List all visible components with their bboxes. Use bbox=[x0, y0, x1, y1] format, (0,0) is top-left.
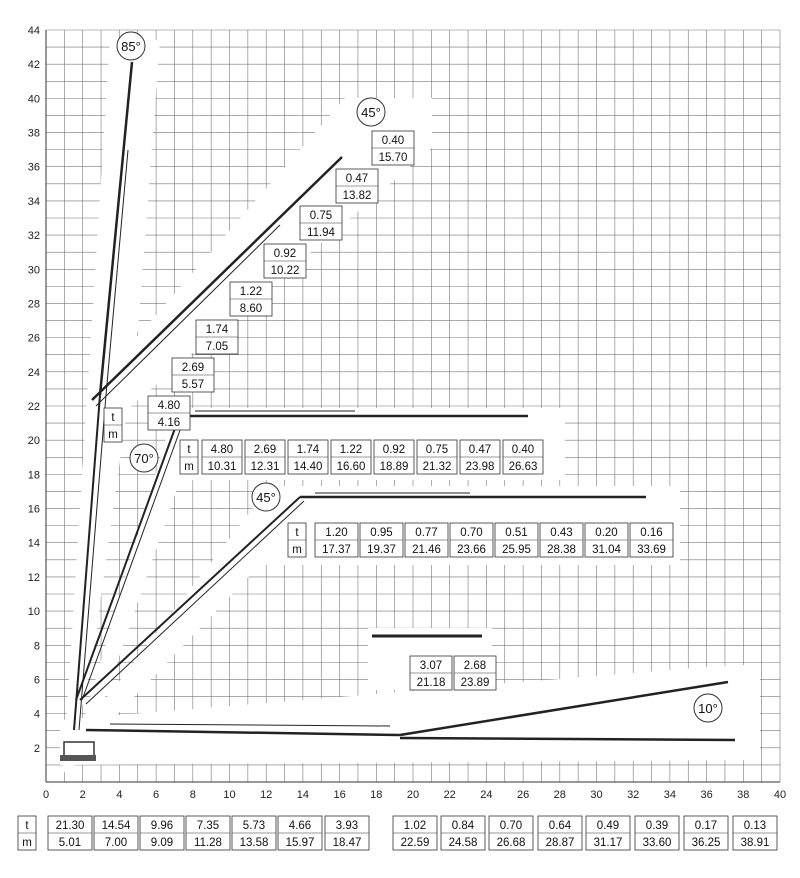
load-value-t: 0.16 bbox=[640, 527, 663, 539]
radius-value-m: 13.82 bbox=[342, 190, 372, 202]
radius-value-m: 16.60 bbox=[336, 461, 366, 473]
radius-value-m: 31.17 bbox=[593, 837, 623, 849]
y-tick-label: 8 bbox=[33, 640, 40, 653]
x-tick-label: 30 bbox=[590, 789, 603, 801]
load-value-t: 4.66 bbox=[288, 820, 312, 832]
load-value-t: 0.13 bbox=[743, 820, 767, 832]
load-value-t: 4.80 bbox=[210, 444, 234, 456]
x-tick-label: 38 bbox=[737, 789, 750, 801]
load-value-t: 2.69 bbox=[253, 444, 277, 456]
radius-value-m: 15.97 bbox=[285, 837, 315, 849]
load-box bbox=[196, 320, 238, 354]
radius-value-m: 28.38 bbox=[547, 544, 576, 556]
load-value-t: 0.40 bbox=[381, 135, 405, 147]
load-box bbox=[586, 816, 630, 850]
load-box bbox=[278, 816, 322, 850]
y-tick-label: 36 bbox=[27, 161, 40, 174]
load-value-t: 0.77 bbox=[415, 527, 438, 539]
radius-value-m: 10.22 bbox=[270, 265, 300, 277]
radius-value-m: 36.25 bbox=[691, 837, 721, 849]
angle-45-mid-label bbox=[252, 483, 280, 511]
radius-value-m: 38.91 bbox=[740, 837, 770, 849]
y-tick-label: 10 bbox=[27, 606, 40, 619]
load-value-t: 4.80 bbox=[157, 400, 181, 412]
load-box bbox=[336, 169, 378, 203]
load-box bbox=[635, 816, 679, 850]
radius-value-m: 23.89 bbox=[460, 677, 490, 689]
x-tick-label: 26 bbox=[516, 789, 530, 801]
y-tick-label: 30 bbox=[27, 264, 40, 277]
x-tick-label: 36 bbox=[700, 789, 713, 801]
load-box bbox=[372, 131, 414, 165]
load-value-t: 0.47 bbox=[345, 173, 369, 185]
load-box bbox=[503, 440, 543, 474]
radius-value-m: 11.28 bbox=[194, 837, 222, 849]
load-box bbox=[393, 816, 437, 850]
load-value-t: 0.64 bbox=[548, 820, 572, 832]
load-box bbox=[94, 816, 138, 850]
y-tick-label: 12 bbox=[27, 571, 40, 584]
y-tick-label: 44 bbox=[27, 25, 40, 37]
radius-value-m: 25.95 bbox=[502, 544, 531, 556]
load-box bbox=[264, 244, 306, 278]
unit-header bbox=[18, 816, 36, 850]
unit-header bbox=[104, 408, 122, 442]
load-value-t: 0.17 bbox=[694, 820, 718, 832]
load-box bbox=[325, 816, 369, 850]
x-tick-label: 32 bbox=[627, 789, 640, 801]
radius-value-m: 33.69 bbox=[637, 544, 666, 556]
load-box bbox=[172, 358, 214, 392]
load-value-t: 0.20 bbox=[595, 527, 618, 539]
load-box bbox=[148, 396, 190, 430]
load-box bbox=[331, 440, 371, 474]
radius-value-m: 33.60 bbox=[642, 837, 672, 849]
load-value-t: 0.92 bbox=[273, 248, 297, 260]
load-box bbox=[538, 816, 582, 850]
unit-t-label: t bbox=[111, 412, 115, 424]
radius-value-m: 9.09 bbox=[150, 837, 174, 849]
unit-header bbox=[180, 440, 198, 474]
load-value-t: 1.74 bbox=[205, 324, 229, 336]
load-box bbox=[630, 523, 673, 557]
x-tick-label: 22 bbox=[443, 789, 456, 801]
radius-value-m: 11.94 bbox=[307, 227, 335, 239]
y-tick-label: 40 bbox=[27, 93, 40, 106]
x-tick-label: 2 bbox=[79, 789, 86, 801]
load-box bbox=[245, 440, 285, 474]
load-box bbox=[360, 523, 403, 557]
unit-m-label: m bbox=[108, 429, 118, 441]
unit-t-label: t bbox=[25, 820, 29, 832]
y-tick-label: 4 bbox=[33, 708, 40, 721]
radius-value-m: 28.87 bbox=[545, 837, 575, 849]
load-value-t: 0.39 bbox=[645, 820, 669, 832]
load-value-t: 0.70 bbox=[460, 527, 483, 539]
load-value-t: 0.47 bbox=[468, 444, 492, 456]
radius-value-m: 21.32 bbox=[422, 461, 452, 473]
unit-header bbox=[288, 523, 306, 557]
load-box bbox=[684, 816, 728, 850]
load-box bbox=[315, 523, 358, 557]
radius-value-m: 23.66 bbox=[457, 544, 486, 556]
load-value-t: 1.20 bbox=[325, 527, 348, 539]
x-tick-label: 8 bbox=[189, 789, 196, 801]
load-value-t: 21.30 bbox=[55, 820, 85, 832]
load-value-t: 0.43 bbox=[550, 527, 573, 539]
radius-value-m: 7.00 bbox=[104, 837, 128, 849]
x-tick-label: 40 bbox=[773, 789, 787, 801]
load-box bbox=[489, 816, 533, 850]
y-tick-label: 22 bbox=[27, 401, 40, 413]
load-box bbox=[232, 816, 276, 850]
angle-10-label bbox=[694, 694, 722, 722]
radius-value-m: 23.98 bbox=[465, 461, 495, 473]
y-tick-label: 32 bbox=[27, 230, 40, 243]
y-tick-label: 26 bbox=[27, 332, 40, 345]
load-value-t: 5.73 bbox=[242, 820, 266, 832]
svg-text:85°: 85° bbox=[121, 39, 141, 54]
y-tick-label: 38 bbox=[27, 127, 40, 140]
svg-text:70°: 70° bbox=[134, 451, 154, 466]
load-value-t: 9.96 bbox=[150, 820, 174, 832]
x-tick-label: 4 bbox=[116, 789, 123, 801]
radius-value-m: 31.04 bbox=[592, 544, 621, 556]
radius-value-m: 5.01 bbox=[58, 837, 82, 849]
x-tick-label: 16 bbox=[333, 789, 346, 801]
load-value-t: 7.35 bbox=[196, 820, 220, 832]
radius-value-m: 13.58 bbox=[239, 837, 269, 849]
angle-85-label bbox=[117, 32, 145, 60]
radius-value-m: 26.63 bbox=[508, 461, 538, 473]
radius-value-m: 12.31 bbox=[250, 461, 280, 473]
svg-text:45°: 45° bbox=[361, 105, 381, 120]
radius-value-m: 18.47 bbox=[332, 837, 362, 849]
radius-value-m: 24.58 bbox=[448, 837, 478, 849]
radius-value-m: 10.31 bbox=[207, 461, 237, 473]
svg-text:10°: 10° bbox=[698, 701, 718, 716]
load-value-t: 2.69 bbox=[181, 362, 205, 374]
unit-m-label: m bbox=[184, 461, 194, 473]
load-value-t: 2.68 bbox=[463, 660, 487, 672]
angle-70-label bbox=[130, 444, 158, 472]
radius-value-m: 8.60 bbox=[239, 303, 263, 315]
load-value-t: 0.84 bbox=[451, 820, 475, 832]
radius-value-m: 21.18 bbox=[416, 677, 446, 689]
unit-m-label: m bbox=[22, 837, 32, 849]
load-value-t: 1.74 bbox=[296, 444, 320, 456]
load-value-t: 0.95 bbox=[370, 527, 393, 539]
load-value-t: 1.02 bbox=[403, 820, 427, 832]
load-value-t: 3.93 bbox=[335, 820, 359, 832]
angle-45-top-label bbox=[357, 98, 385, 126]
unit-t-label: t bbox=[187, 444, 191, 456]
x-tick-label: 18 bbox=[370, 789, 383, 801]
radius-value-m: 7.05 bbox=[205, 341, 229, 353]
y-tick-label: 20 bbox=[27, 435, 40, 448]
load-box bbox=[140, 816, 184, 850]
load-box bbox=[48, 816, 92, 850]
load-box bbox=[202, 440, 242, 474]
y-tick-label: 42 bbox=[27, 59, 40, 72]
x-tick-label: 20 bbox=[406, 789, 420, 801]
x-tick-label: 12 bbox=[260, 789, 273, 801]
load-value-t: 0.75 bbox=[425, 444, 449, 456]
radius-value-m: 15.70 bbox=[378, 152, 408, 164]
load-value-t: 0.92 bbox=[382, 444, 406, 456]
load-box bbox=[495, 523, 538, 557]
load-box bbox=[300, 206, 342, 240]
load-box bbox=[288, 440, 328, 474]
load-box bbox=[540, 523, 583, 557]
load-value-t: 3.07 bbox=[419, 660, 443, 672]
x-tick-label: 34 bbox=[663, 789, 677, 801]
y-tick-label: 6 bbox=[33, 674, 40, 687]
y-tick-label: 14 bbox=[27, 537, 40, 550]
y-tick-label: 24 bbox=[27, 366, 40, 379]
y-tick-label: 16 bbox=[27, 503, 40, 516]
load-value-t: 0.75 bbox=[309, 210, 333, 222]
load-value-t: 0.49 bbox=[596, 820, 620, 832]
y-tick-label: 28 bbox=[27, 298, 40, 311]
load-value-t: 0.40 bbox=[511, 444, 535, 456]
radius-value-m: 26.68 bbox=[496, 837, 526, 849]
x-tick-label: 28 bbox=[553, 789, 566, 801]
radius-value-m: 19.37 bbox=[367, 544, 396, 556]
radius-value-m: 21.46 bbox=[412, 544, 441, 556]
radius-value-m: 5.57 bbox=[181, 379, 205, 391]
load-value-t: 1.22 bbox=[239, 286, 263, 298]
load-value-t: 0.51 bbox=[505, 527, 528, 539]
load-box bbox=[450, 523, 493, 557]
load-box bbox=[186, 816, 230, 850]
y-tick-label: 34 bbox=[27, 195, 40, 208]
svg-text:45°: 45° bbox=[256, 490, 276, 505]
radius-value-m: 18.89 bbox=[379, 461, 409, 473]
radius-value-m: 22.59 bbox=[400, 837, 430, 849]
radius-value-m: 4.16 bbox=[157, 417, 181, 429]
x-tick-label: 14 bbox=[296, 789, 310, 801]
radius-value-m: 17.37 bbox=[322, 544, 351, 556]
x-tick-label: 10 bbox=[223, 789, 236, 801]
load-box bbox=[410, 656, 452, 690]
load-value-t: 1.22 bbox=[339, 444, 363, 456]
load-box bbox=[417, 440, 457, 474]
load-box bbox=[405, 523, 448, 557]
load-value-t: 0.70 bbox=[499, 820, 523, 832]
radius-value-m: 14.40 bbox=[293, 461, 323, 473]
load-box bbox=[374, 440, 414, 474]
load-box bbox=[585, 523, 628, 557]
x-tick-label: 0 bbox=[42, 789, 50, 801]
load-box bbox=[460, 440, 500, 474]
x-tick-label: 24 bbox=[480, 789, 493, 801]
x-tick-label: 6 bbox=[153, 789, 160, 801]
load-box bbox=[230, 282, 272, 316]
y-tick-label: 18 bbox=[27, 469, 40, 482]
load-box bbox=[441, 816, 485, 850]
load-box bbox=[454, 656, 496, 690]
load-value-t: 14.54 bbox=[101, 820, 131, 832]
unit-t-label: t bbox=[295, 527, 299, 539]
load-box bbox=[733, 816, 777, 850]
unit-m-label: m bbox=[292, 544, 302, 556]
y-tick-label: 2 bbox=[33, 742, 40, 755]
